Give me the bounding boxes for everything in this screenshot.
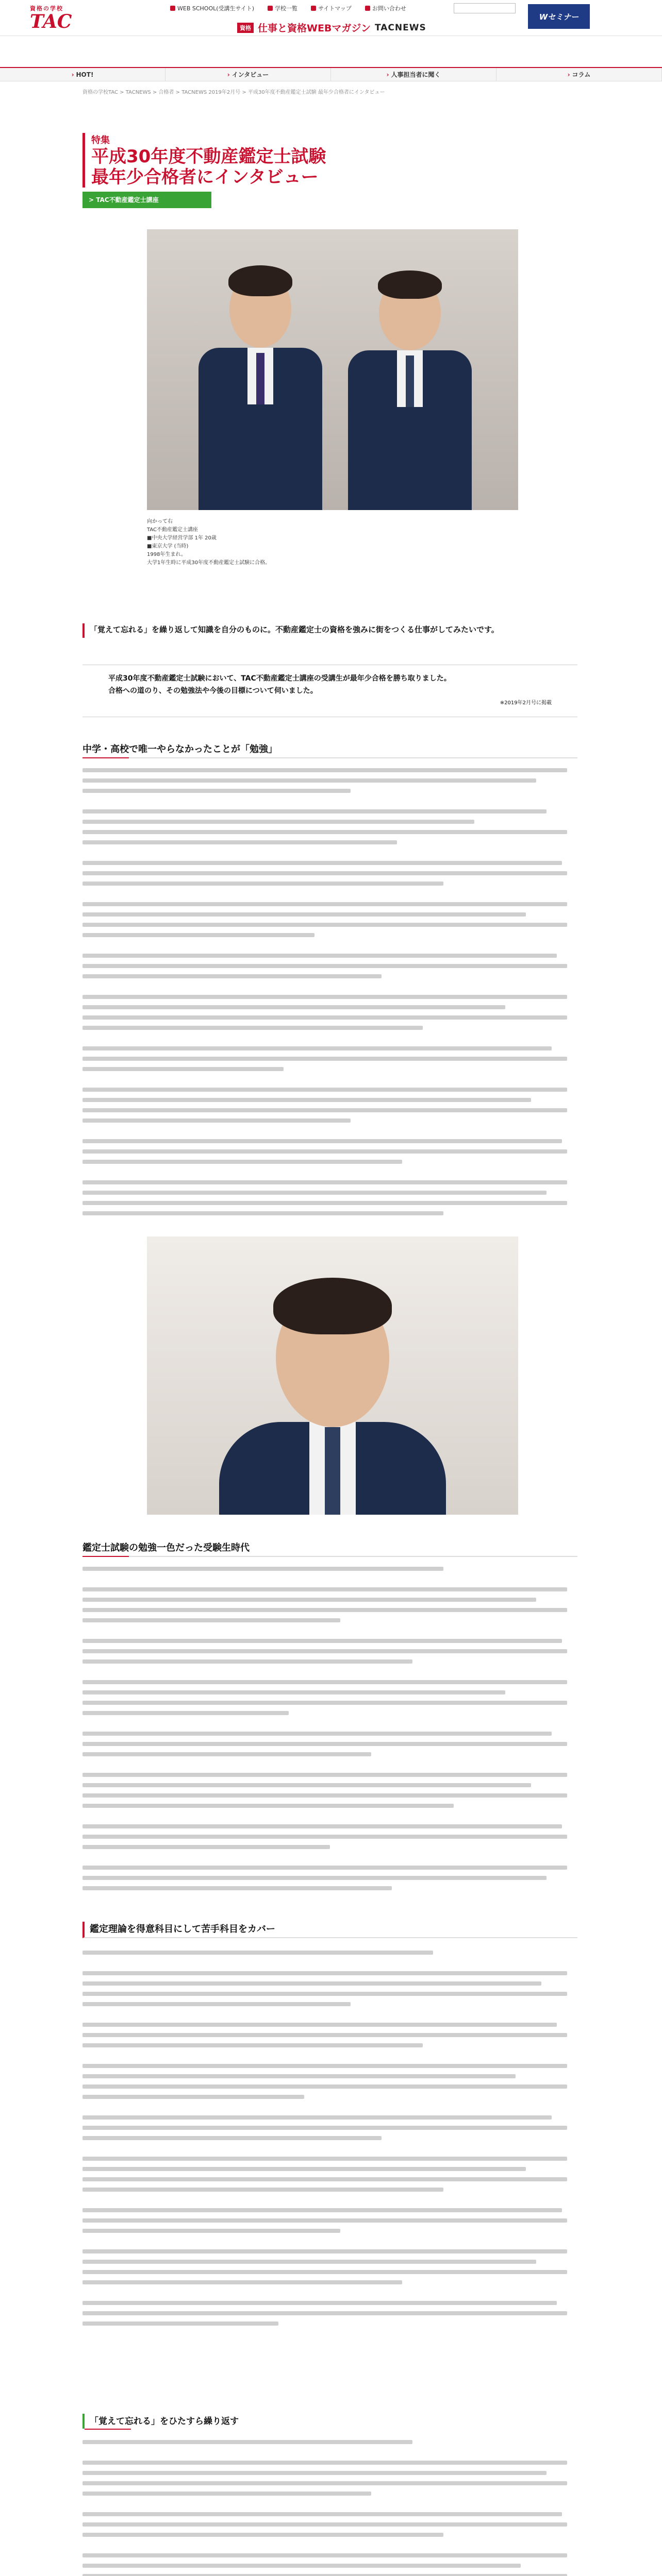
nav-item-hot[interactable] xyxy=(0,68,166,81)
person-left xyxy=(193,260,327,510)
util-link-webschool[interactable] xyxy=(170,4,254,12)
nav-item-label: 人事担当者に聞く xyxy=(391,71,441,78)
nav-item-label: インタビュー xyxy=(231,71,269,78)
article-title-line1: 平成30年度不動産鑑定士試験 xyxy=(91,146,326,167)
nav-item-interview[interactable] xyxy=(166,68,331,81)
util-link-contact[interactable] xyxy=(365,4,406,12)
lead-line: 合格への道のり、その勉強法や今後の目標について伺いました。 xyxy=(108,687,318,695)
util-link-label: WEB SCHOOL(受講生サイト) xyxy=(177,5,255,12)
lead-line: 平成30年度不動産鑑定士試験において、TAC不動産鑑定士講座の受講生が最年少合格を勝ち取りました。 xyxy=(108,674,451,683)
photo-caption xyxy=(147,518,518,567)
caption-line: ■東京大学 (当時) xyxy=(147,544,189,549)
hair xyxy=(273,1278,392,1334)
nav-item-label: コラム xyxy=(572,71,591,78)
chevron-right-icon: › xyxy=(567,71,570,78)
lead-note: ※2019年2月号に掲載 xyxy=(500,700,552,706)
article-title-block xyxy=(82,133,577,188)
person-right xyxy=(343,265,477,510)
interview-photo xyxy=(147,229,518,510)
main-nav xyxy=(0,67,662,81)
article-tag: 特集 xyxy=(91,135,110,146)
util-link-label: 学校一覧 xyxy=(275,5,298,12)
top-header xyxy=(0,0,662,36)
util-link-sitemap[interactable] xyxy=(311,4,352,12)
site-badge: 資格 xyxy=(237,23,254,33)
section-heading-text: 中学・高校で唯一やらなかったことが「勉強」 xyxy=(82,744,277,755)
util-link-label: サイトマップ xyxy=(318,5,352,12)
lead-paragraph xyxy=(82,665,577,717)
site-name: TACNEWS xyxy=(374,22,426,33)
hair xyxy=(228,265,292,296)
site-title[interactable] xyxy=(237,21,426,35)
utility-links xyxy=(170,4,406,12)
school-icon xyxy=(268,6,273,11)
section-heading-2 xyxy=(82,1540,577,1557)
section-body-2 xyxy=(82,1564,577,1893)
chevron-right-icon: › xyxy=(227,71,230,78)
section-heading-1 xyxy=(82,742,577,758)
section-body-1 xyxy=(82,765,577,1218)
tie xyxy=(406,355,414,407)
section-body-4 xyxy=(82,2437,577,2576)
chevron-right-icon: › xyxy=(386,71,389,78)
breadcrumb[interactable]: 資格の学校TAC > TACNEWS > 合格者 > TACNEWS 2019年2月号 > 平成30年度不動産鑑定士試験 最年少合格者にインタビュー xyxy=(82,90,385,95)
text-block xyxy=(82,1564,577,1893)
webschool-icon xyxy=(170,6,175,11)
site-title-text: 仕事と資格WEBマガジン xyxy=(258,23,371,34)
hair xyxy=(378,270,442,299)
nav-item-label: HOT! xyxy=(76,71,94,78)
wseminar-logo[interactable]: Wセミナー xyxy=(528,4,590,29)
util-link-schools[interactable] xyxy=(268,4,297,12)
sitemap-icon xyxy=(311,6,316,11)
section-heading-3 xyxy=(82,1922,577,1938)
caption-line: ■中央大学経営学部 1年 20歳 xyxy=(147,535,217,541)
logo-big-text: TAC xyxy=(30,11,72,32)
caption-line: TAC不動産鑑定士講座 xyxy=(147,527,198,533)
search-input[interactable] xyxy=(454,3,516,13)
mail-icon xyxy=(365,6,370,11)
portrait-photo xyxy=(147,1236,518,1515)
tie xyxy=(325,1427,340,1515)
section-heading-4 xyxy=(82,2414,577,2429)
nav-item-hr[interactable] xyxy=(331,68,496,81)
logo-small-text: 資格の学校 xyxy=(30,5,63,12)
tac-logo[interactable] xyxy=(30,4,87,32)
util-link-label: お問い合わせ xyxy=(372,5,406,12)
section-heading-text: 鑑定理論を得意科目にして苦手科目をカバー xyxy=(90,1924,275,1935)
quote-heading-text: 「覚えて忘れる」を繰り返して知識を自分のものに。不動産鑑定士の資格を強みに街をつくる仕事がしてみたいです。 xyxy=(90,625,499,634)
caption-line: 大学1年生時に平成30年度不動産鑑定士試験に合格。 xyxy=(147,560,271,566)
tie xyxy=(256,353,264,404)
caption-line: 向かって右 xyxy=(147,519,173,524)
category-button[interactable]: > TAC不動産鑑定士講座 xyxy=(82,192,211,208)
text-block xyxy=(82,765,577,1218)
chevron-right-icon: › xyxy=(71,71,74,78)
quote-heading xyxy=(82,623,577,638)
person-portrait xyxy=(219,1267,446,1515)
section-body-3 xyxy=(82,1947,577,2329)
text-block xyxy=(82,1947,577,2329)
text-block xyxy=(82,2437,577,2576)
section-heading-text: 鑑定士試験の勉強一色だった受験生時代 xyxy=(82,1543,250,1553)
section-heading-text: 「覚えて忘れる」をひたすら繰り返す xyxy=(90,2416,239,2427)
article-title-line2: 最年少合格者にインタビュー xyxy=(91,167,319,188)
caption-line: 1998年生まれ。 xyxy=(147,552,187,557)
nav-item-column[interactable] xyxy=(496,68,662,81)
